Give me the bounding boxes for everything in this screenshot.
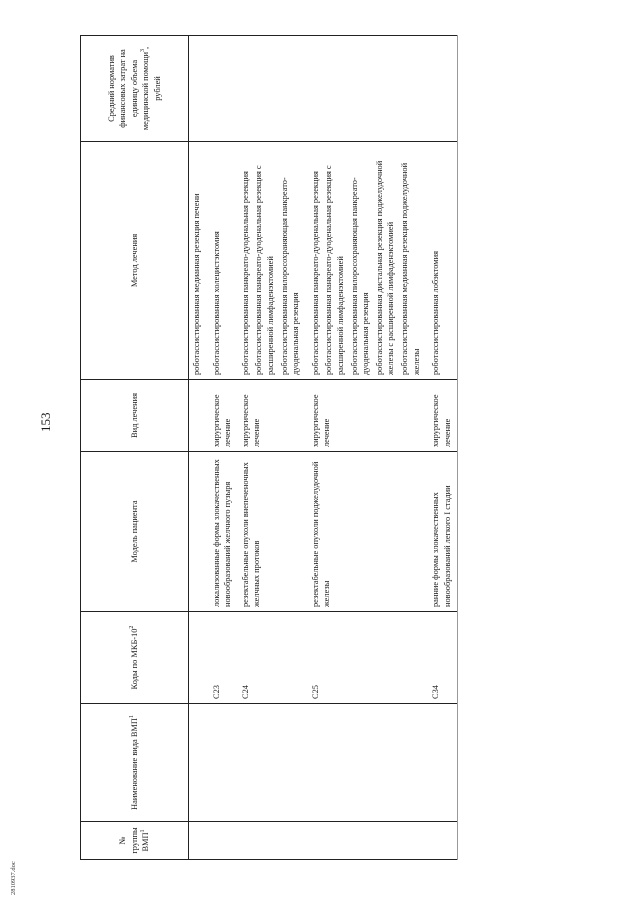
table-row: [209, 36, 238, 860]
header-cost-norm-label: Средний норматив финансовых затрат на единицу объема медицинской помощи: [106, 49, 151, 131]
method-item: роботассистированная медианная резекция печени: [192, 193, 201, 375]
cell-cost-norm: [238, 36, 308, 142]
cell-patient-model: резектабельные опухоли поджелудочной железы: [308, 452, 428, 612]
cell-treatment-kind: [189, 380, 209, 452]
table-body: [189, 36, 458, 860]
vmp-table: [80, 35, 458, 860]
header-group-number: [81, 822, 189, 860]
cell-group-number: [189, 822, 209, 860]
header-vmp-name-label: Наименование вида ВМП: [129, 718, 139, 810]
header-patient-model: Модель пациента: [81, 452, 189, 612]
cell-vmp-name: [308, 704, 428, 822]
cell-treatment-method: [209, 142, 238, 380]
cell-group-number: [238, 822, 308, 860]
cell-treatment-method: [189, 142, 209, 380]
cell-cost-norm: [428, 36, 458, 142]
table-row: [428, 36, 458, 860]
cell-vmp-name: [428, 704, 458, 822]
method-item: роботассистированная лобэктомия: [431, 251, 441, 375]
cell-cost-norm: [209, 36, 238, 142]
cell-vmp-name: [189, 704, 209, 822]
page-number: 153: [38, 412, 53, 432]
header-treatment-kind: Вид лечения: [81, 380, 189, 452]
method-item: роботассистированная медианная резекция поджелудочной железы: [399, 162, 421, 375]
cell-treatment-method: [428, 142, 458, 380]
cell-vmp-name: [209, 704, 238, 822]
cell-treatment-method: [238, 142, 308, 380]
method-item: роботассистированная панкреато-дуоденальная резекция: [240, 171, 250, 375]
table-header: [81, 36, 189, 860]
header-footnote-mark: 1: [140, 829, 147, 833]
table-row: [308, 36, 428, 860]
cell-icd-code: C34: [428, 612, 458, 704]
method-item: роботассистированная панкреато-дуоденальная резекция с расширенной лимфаденэктомией: [324, 165, 345, 375]
method-item: роботассистированная холецистэктомия: [211, 231, 221, 375]
cell-patient-model: ранние формы злокачественных новообразований легкого I стадии: [428, 452, 458, 612]
cell-patient-model: локализованные формы злокачественных новообразований желчного пузыря: [209, 452, 238, 612]
header-vmp-name: [81, 704, 189, 822]
cell-icd-code: C23: [209, 612, 238, 704]
cell-patient-model: [189, 452, 209, 612]
cell-treatment-kind: хирургическое лечение: [238, 380, 308, 452]
header-footnote-mark: 3: [140, 48, 147, 52]
header-footnote-mark: 2: [128, 625, 135, 629]
method-item: роботассистированная пилоросохраняющая панкреато-дуоденальная резекция: [349, 177, 371, 375]
header-footnote-mark: 1: [128, 715, 135, 719]
cell-icd-code: C25: [308, 612, 428, 704]
cell-patient-model: резектабельные опухоли внепеченочных желчных протоков: [238, 452, 308, 612]
cell-group-number: [308, 822, 428, 860]
method-item: роботассистированная панкреато-дуоденальная резекция: [310, 171, 320, 375]
document-footer: 2810937.doc: [10, 861, 17, 895]
cell-treatment-kind: хирургическое лечение: [428, 380, 458, 452]
header-group-number-label: № группы ВМП: [118, 827, 151, 854]
method-item: роботассистированная панкреато-дуоденальная резекция с расширенной лимфаденэктомией: [254, 165, 275, 375]
cell-treatment-kind: хирургическое лечение: [209, 380, 238, 452]
method-item: роботассистированная пилоросохраняющая панкреато-дуоденальная резекция: [279, 177, 301, 375]
cell-vmp-name: [238, 704, 308, 822]
header-row: [81, 36, 189, 860]
method-item: роботассистированная дистальная резекция поджелудочной железы с расширенной лимфаденэктомией: [374, 160, 396, 375]
cell-treatment-method: [308, 142, 428, 380]
table-row: [189, 36, 209, 860]
header-icd-codes: [81, 612, 189, 704]
table-row: [238, 36, 308, 860]
header-cost-norm-unit: , рублей: [141, 46, 162, 101]
cell-icd-code: C24: [238, 612, 308, 704]
cell-icd-code: [189, 612, 209, 704]
table-container: [80, 36, 580, 860]
cell-group-number: [428, 822, 458, 860]
header-treatment-method: Метод лечения: [81, 142, 189, 380]
cell-cost-norm: [189, 36, 209, 142]
header-cost-norm: [81, 36, 189, 142]
cell-group-number: [209, 822, 238, 860]
cell-cost-norm: [308, 36, 428, 142]
header-icd-codes-label: Коды по МКБ-10: [129, 628, 139, 690]
cell-treatment-kind: хирургическое лечение: [308, 380, 428, 452]
